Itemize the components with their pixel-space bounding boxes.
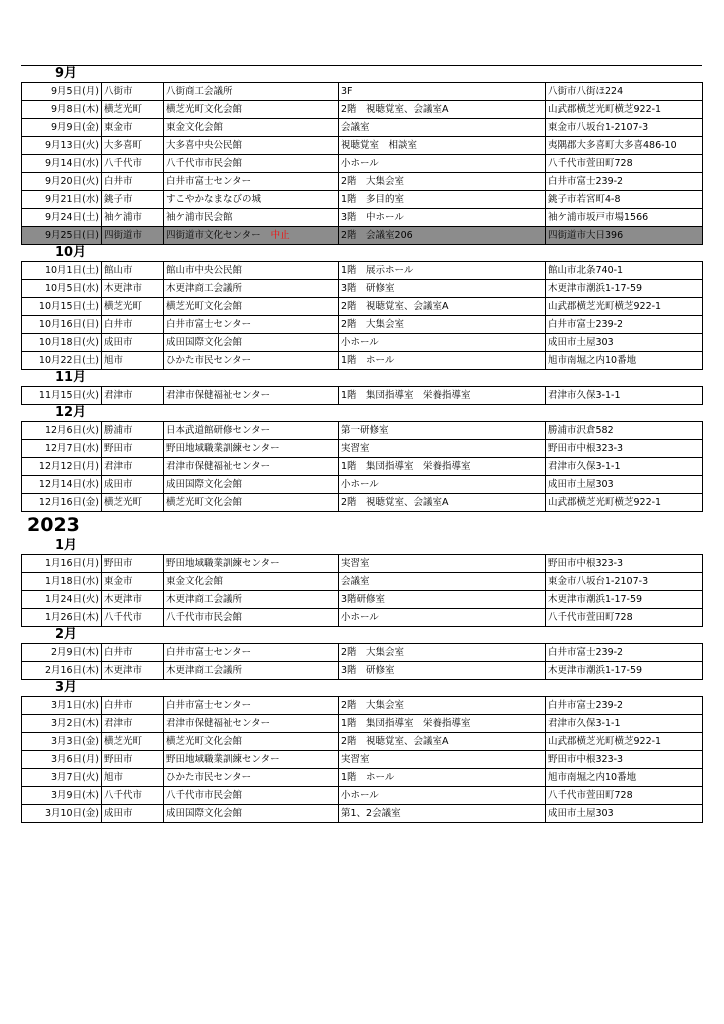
venue-name: 野田地域職業訓練センター [166, 558, 280, 569]
table-row [22, 609, 703, 627]
date-cell: 9月20日(火) [22, 173, 102, 191]
date-cell: 1月16日(月) [22, 555, 102, 573]
room-cell: 会議室 [339, 119, 546, 137]
table-row [22, 173, 703, 191]
venue-name: 木更津商工会議所 [166, 665, 243, 676]
table-row [22, 298, 703, 316]
venue-name: 八千代市市民会館 [166, 612, 243, 623]
venue-cell [164, 137, 339, 155]
venue-name: 野田地域職業訓練センター [166, 754, 280, 765]
schedule-table [21, 261, 703, 370]
venue-name: 君津市保健福祉センター [166, 461, 271, 472]
table-row [22, 494, 703, 512]
city-cell: 木更津市 [102, 280, 164, 298]
address-cell: 山武郡横芝光町横芝922-1 [546, 494, 703, 512]
date-cell: 9月9日(金) [22, 119, 102, 137]
table-row [22, 733, 703, 751]
city-cell: 君津市 [102, 387, 164, 405]
address-cell: 山武郡横芝光町横芝922-1 [546, 733, 703, 751]
venue-cell [164, 440, 339, 458]
room-cell: 1階 多目的室 [339, 191, 546, 209]
venue-name: 野田地域職業訓練センター [166, 443, 280, 454]
city-cell: 旭市 [102, 352, 164, 370]
date-cell: 10月1日(土) [22, 262, 102, 280]
venue-cell [164, 751, 339, 769]
table-row [22, 555, 703, 573]
city-cell: 横芝光町 [102, 298, 164, 316]
venue-cell [164, 573, 339, 591]
room-cell: 1階 ホール [339, 769, 546, 787]
address-cell: 成田市土屋303 [546, 805, 703, 823]
city-cell: 野田市 [102, 751, 164, 769]
address-cell: 成田市土屋303 [546, 476, 703, 494]
schedule-table [21, 421, 703, 512]
date-cell: 9月21日(水) [22, 191, 102, 209]
year-heading: 2023 [27, 514, 80, 536]
address-cell: 夷隅郡大多喜町大多喜486-10 [546, 137, 703, 155]
city-cell: 東金市 [102, 119, 164, 137]
date-cell: 11月15日(火) [22, 387, 102, 405]
city-cell: 旭市 [102, 769, 164, 787]
room-cell: 3階研修室 [339, 591, 546, 609]
city-cell: 大多喜町 [102, 137, 164, 155]
venue-name: 四街道市文化センター [166, 230, 261, 241]
table-row [22, 662, 703, 680]
room-cell: 2階 大集会室 [339, 697, 546, 715]
address-cell: 旭市南堀之内10番地 [546, 352, 703, 370]
schedule-table [21, 554, 703, 627]
room-cell: 3階 研修室 [339, 662, 546, 680]
address-cell: 東金市八坂台1-2107-3 [546, 119, 703, 137]
venue-cell [164, 262, 339, 280]
date-cell: 3月9日(木) [22, 787, 102, 805]
table-row [22, 715, 703, 733]
room-cell: 実習室 [339, 555, 546, 573]
date-cell: 3月1日(水) [22, 697, 102, 715]
venue-cell [164, 422, 339, 440]
city-cell: 木更津市 [102, 662, 164, 680]
room-cell: 小ホール [339, 334, 546, 352]
date-cell: 2月9日(木) [22, 644, 102, 662]
room-cell: 実習室 [339, 440, 546, 458]
address-cell: 山武郡横芝光町横芝922-1 [546, 101, 703, 119]
room-cell: 小ホール [339, 787, 546, 805]
table-row [22, 476, 703, 494]
room-cell: 2階 大集会室 [339, 173, 546, 191]
city-cell: 四街道市 [102, 227, 164, 245]
city-cell: 君津市 [102, 458, 164, 476]
city-cell: 横芝光町 [102, 101, 164, 119]
address-cell: 君津市久保3-1-1 [546, 387, 703, 405]
room-cell: 視聴覚室 相談室 [339, 137, 546, 155]
date-cell: 3月3日(金) [22, 733, 102, 751]
venue-name: 君津市保健福祉センター [166, 390, 271, 401]
address-cell: 館山市北条740-1 [546, 262, 703, 280]
table-row [22, 83, 703, 101]
room-cell: 1階 集団指導室 栄養指導室 [339, 387, 546, 405]
date-cell: 10月5日(水) [22, 280, 102, 298]
city-cell: 白井市 [102, 173, 164, 191]
date-cell: 12月7日(水) [22, 440, 102, 458]
address-cell: 白井市富士239-2 [546, 173, 703, 191]
venue-name: 成田国際文化会館 [166, 337, 243, 348]
date-cell: 12月16日(金) [22, 494, 102, 512]
date-cell: 3月2日(木) [22, 715, 102, 733]
city-cell: 木更津市 [102, 591, 164, 609]
venue-cell [164, 662, 339, 680]
address-cell: 木更津市潮浜1-17-59 [546, 662, 703, 680]
city-cell: 袖ケ浦市 [102, 209, 164, 227]
date-cell: 9月8日(木) [22, 101, 102, 119]
address-cell: 旭市南堀之内10番地 [546, 769, 703, 787]
venue-name: 白井市富士センター [166, 700, 252, 711]
table-row [22, 262, 703, 280]
address-cell: 白井市富士239-2 [546, 644, 703, 662]
venue-name: 東金文化会館 [166, 576, 224, 587]
table-row [22, 209, 703, 227]
venue-cell [164, 155, 339, 173]
room-cell: 2階 視聴覚室、会議室A [339, 101, 546, 119]
room-cell: 小ホール [339, 609, 546, 627]
venue-name: 横芝光町文化会館 [166, 104, 243, 115]
room-cell: 2階 大集会室 [339, 316, 546, 334]
address-cell: 東金市八坂台1-2107-3 [546, 573, 703, 591]
room-cell: 第1、2会議室 [339, 805, 546, 823]
room-cell: 3階 研修室 [339, 280, 546, 298]
room-cell: 1階 集団指導室 栄養指導室 [339, 458, 546, 476]
city-cell: 成田市 [102, 334, 164, 352]
venue-name: 大多喜中央公民館 [166, 140, 243, 151]
table-row [22, 101, 703, 119]
date-cell: 9月14日(水) [22, 155, 102, 173]
venue-cell [164, 476, 339, 494]
room-cell: 1階 集団指導室 栄養指導室 [339, 715, 546, 733]
table-row [22, 387, 703, 405]
venue-name: 東金文化会館 [166, 122, 224, 133]
venue-cell [164, 733, 339, 751]
venue-name: 八千代市市民会館 [166, 790, 243, 801]
venue-name: 日本武道館研修センター [166, 425, 271, 436]
month-heading: 2月 [55, 627, 78, 642]
date-cell: 9月13日(火) [22, 137, 102, 155]
cancelled-label: 中止 [270, 230, 290, 241]
venue-name: 横芝光町文化会館 [166, 301, 243, 312]
venue-name: 袖ケ浦市民会館 [166, 212, 233, 223]
venue-cell [164, 316, 339, 334]
venue-name: 木更津商工会議所 [166, 283, 243, 294]
city-cell: 白井市 [102, 644, 164, 662]
date-cell: 12月12日(月) [22, 458, 102, 476]
date-cell: 10月18日(火) [22, 334, 102, 352]
date-cell: 10月15日(土) [22, 298, 102, 316]
venue-cell [164, 119, 339, 137]
month-heading: 1月 [55, 538, 78, 553]
date-cell: 9月5日(月) [22, 83, 102, 101]
venue-name: 横芝光町文化会館 [166, 736, 243, 747]
city-cell: 八千代市 [102, 787, 164, 805]
venue-cell [164, 334, 339, 352]
venue-cell [164, 191, 339, 209]
venue-name: 横芝光町文化会館 [166, 497, 243, 508]
room-cell: 1階 ホール [339, 352, 546, 370]
table-row [22, 697, 703, 715]
table-row [22, 458, 703, 476]
address-cell: 山武郡横芝光町横芝922-1 [546, 298, 703, 316]
venue-name: 白井市富士センター [166, 319, 252, 330]
date-cell: 1月18日(水) [22, 573, 102, 591]
date-cell: 9月24日(土) [22, 209, 102, 227]
city-cell: 白井市 [102, 697, 164, 715]
venue-name: 白井市富士センター [166, 176, 252, 187]
venue-name: 木更津商工会議所 [166, 594, 243, 605]
table-row [22, 227, 703, 245]
room-cell: 2階 視聴覚室、会議室A [339, 298, 546, 316]
date-cell: 3月10日(金) [22, 805, 102, 823]
address-cell: 勝浦市沢倉582 [546, 422, 703, 440]
table-row [22, 591, 703, 609]
table-row [22, 769, 703, 787]
venue-cell [164, 715, 339, 733]
room-cell: 1階 展示ホール [339, 262, 546, 280]
city-cell: 八街市 [102, 83, 164, 101]
city-cell: 横芝光町 [102, 733, 164, 751]
venue-cell [164, 697, 339, 715]
room-cell: 3階 中ホール [339, 209, 546, 227]
table-row [22, 644, 703, 662]
venue-name: ひかた市民センター [166, 772, 252, 783]
venue-cell [164, 101, 339, 119]
month-heading: 10月 [55, 245, 87, 260]
room-cell: 3F [339, 83, 546, 101]
city-cell: 野田市 [102, 555, 164, 573]
room-cell: 2階 大集会室 [339, 644, 546, 662]
venue-cell [164, 352, 339, 370]
address-cell: 銚子市若宮町4-8 [546, 191, 703, 209]
city-cell: 八千代市 [102, 609, 164, 627]
room-cell: 2階 会議室206 [339, 227, 546, 245]
venue-name: 成田国際文化会館 [166, 808, 243, 819]
address-cell: 八千代市萱田町728 [546, 609, 703, 627]
date-cell: 1月24日(火) [22, 591, 102, 609]
venue-cell [164, 209, 339, 227]
room-cell: 第一研修室 [339, 422, 546, 440]
venue-name: 館山市中央公民館 [166, 265, 243, 276]
address-cell: 四街道市大日396 [546, 227, 703, 245]
room-cell: 小ホール [339, 476, 546, 494]
room-cell: 小ホール [339, 155, 546, 173]
venue-cell [164, 644, 339, 662]
room-cell: 会議室 [339, 573, 546, 591]
venue-name: 八街商工会議所 [166, 86, 233, 97]
address-cell: 君津市久保3-1-1 [546, 458, 703, 476]
address-cell: 野田市中根323-3 [546, 440, 703, 458]
city-cell: 八千代市 [102, 155, 164, 173]
city-cell: 成田市 [102, 805, 164, 823]
venue-cell [164, 83, 339, 101]
city-cell: 野田市 [102, 440, 164, 458]
venue-cell [164, 280, 339, 298]
venue-name: 君津市保健福祉センター [166, 718, 271, 729]
schedule-content [21, 66, 702, 823]
venue-cell [164, 555, 339, 573]
table-row [22, 280, 703, 298]
table-row [22, 334, 703, 352]
date-cell: 3月6日(月) [22, 751, 102, 769]
city-cell: 銚子市 [102, 191, 164, 209]
city-cell: 君津市 [102, 715, 164, 733]
venue-name: 八千代市市民会館 [166, 158, 243, 169]
table-row [22, 573, 703, 591]
venue-cell [164, 805, 339, 823]
date-cell: 9月25日(日) [22, 227, 102, 245]
table-row [22, 805, 703, 823]
venue-cell [164, 227, 339, 245]
address-cell: 成田市土屋303 [546, 334, 703, 352]
city-cell: 成田市 [102, 476, 164, 494]
table-row [22, 119, 703, 137]
month-heading: 3月 [55, 680, 78, 695]
table-row [22, 422, 703, 440]
date-cell: 10月16日(日) [22, 316, 102, 334]
venue-cell [164, 609, 339, 627]
venue-name: ひかた市民センター [166, 355, 252, 366]
date-cell: 2月16日(木) [22, 662, 102, 680]
table-row [22, 137, 703, 155]
schedule-table [21, 386, 703, 405]
schedule-table [21, 643, 703, 680]
table-row [22, 155, 703, 173]
table-row [22, 352, 703, 370]
month-heading: 9月 [55, 66, 78, 81]
address-cell: 八街市八街ほ224 [546, 83, 703, 101]
address-cell: 君津市久保3-1-1 [546, 715, 703, 733]
table-row [22, 191, 703, 209]
date-cell: 1月26日(木) [22, 609, 102, 627]
venue-name: すこやかなまなびの城 [166, 194, 262, 205]
month-heading: 11月 [55, 370, 87, 385]
room-cell: 実習室 [339, 751, 546, 769]
address-cell: 野田市中根323-3 [546, 555, 703, 573]
city-cell: 館山市 [102, 262, 164, 280]
address-cell: 野田市中根323-3 [546, 751, 703, 769]
venue-cell [164, 787, 339, 805]
date-cell: 12月6日(火) [22, 422, 102, 440]
table-row [22, 787, 703, 805]
address-cell: 白井市富士239-2 [546, 697, 703, 715]
schedule-table [21, 696, 703, 823]
city-cell: 白井市 [102, 316, 164, 334]
city-cell: 横芝光町 [102, 494, 164, 512]
month-heading: 12月 [55, 405, 87, 420]
table-row [22, 440, 703, 458]
schedule-table [21, 82, 703, 245]
table-row [22, 751, 703, 769]
venue-cell [164, 298, 339, 316]
date-cell: 12月14日(水) [22, 476, 102, 494]
venue-cell [164, 458, 339, 476]
date-cell: 10月22日(土) [22, 352, 102, 370]
room-cell: 2階 視聴覚室、会議室A [339, 733, 546, 751]
address-cell: 木更津市潮浜1-17-59 [546, 591, 703, 609]
address-cell: 袖ケ浦市坂戸市場1566 [546, 209, 703, 227]
address-cell: 八千代市萱田町728 [546, 787, 703, 805]
date-cell: 3月7日(火) [22, 769, 102, 787]
venue-cell [164, 173, 339, 191]
table-row [22, 316, 703, 334]
address-cell: 木更津市潮浜1-17-59 [546, 280, 703, 298]
venue-name: 白井市富士センター [166, 647, 252, 658]
venue-cell [164, 591, 339, 609]
address-cell: 八千代市萱田町728 [546, 155, 703, 173]
venue-cell [164, 494, 339, 512]
city-cell: 東金市 [102, 573, 164, 591]
venue-cell [164, 387, 339, 405]
room-cell: 2階 視聴覚室、会議室A [339, 494, 546, 512]
venue-cell [164, 769, 339, 787]
venue-name: 成田国際文化会館 [166, 479, 243, 490]
city-cell: 勝浦市 [102, 422, 164, 440]
address-cell: 白井市富士239-2 [546, 316, 703, 334]
